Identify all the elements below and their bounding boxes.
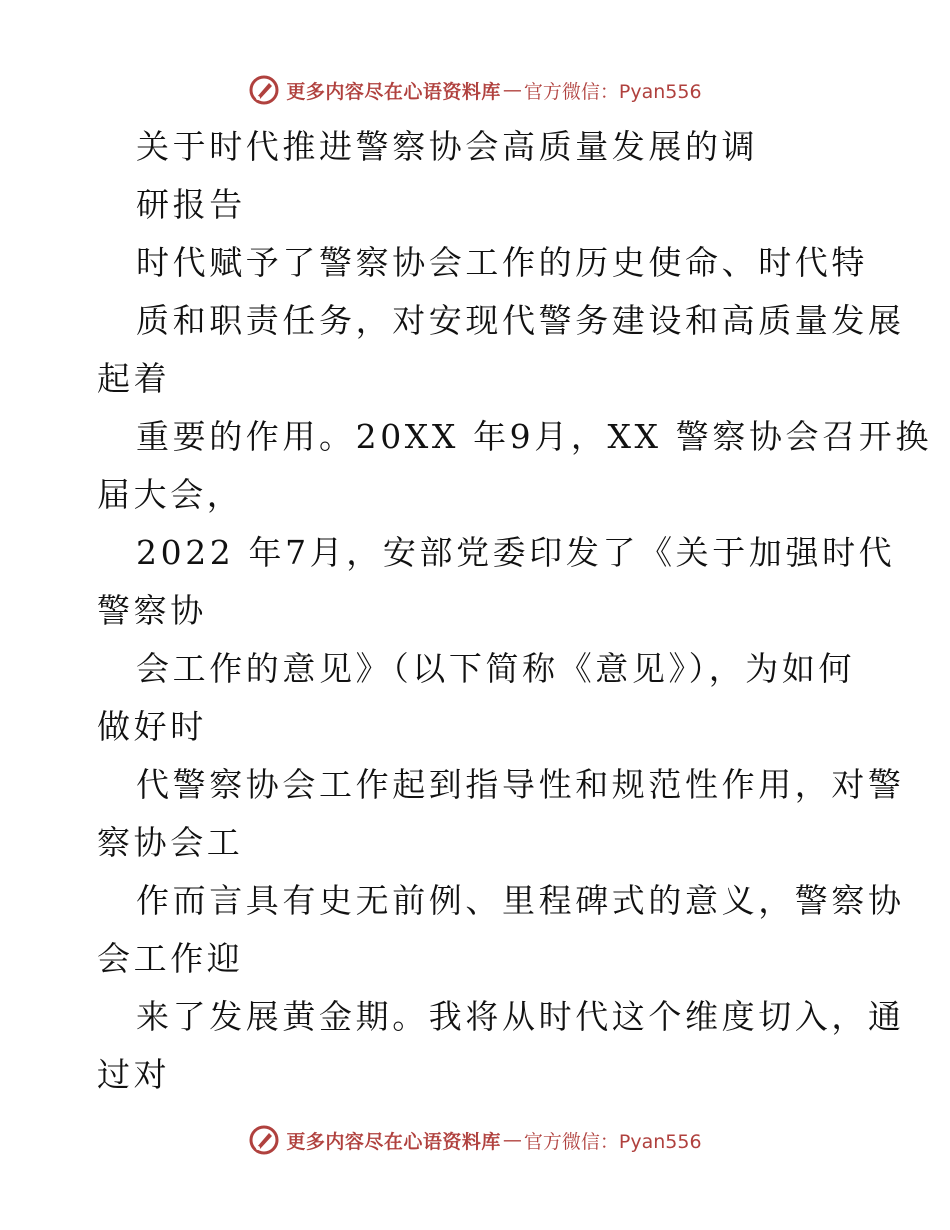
doc-line: 会工作的意见》（以下简称《意见》），为如何 [136,649,856,688]
doc-line: 作而言具有史无前例、里程碑式的意义，警察协 [136,881,905,920]
pen-logo-icon [248,74,280,106]
doc-line: 起着 [97,359,171,398]
banner-wechat-text: 官方微信：Pyan556 [523,1130,702,1153]
pen-logo-icon [248,1124,280,1156]
header-banner [0,68,950,112]
banner-separator: — [502,1129,522,1151]
doc-line: 时代赋予了警察协会工作的历史使命、时代特 [136,243,868,282]
banner-brand-text: 更多内容尽在心语资料库 [286,1130,501,1153]
banner-separator: — [502,79,522,101]
doc-line: 会工作迎 [97,939,244,978]
doc-line: 研报告 [136,185,246,224]
banner-brand-text: 更多内容尽在心语资料库 [286,80,501,103]
doc-line: 届大会， [97,475,244,514]
doc-line: 警察协 [97,591,207,630]
doc-line: 做好时 [97,707,207,746]
doc-line: 代警察协会工作起到指导性和规范性作用，对警 [136,765,905,804]
doc-line: 来了发展黄金期。我将从时代这个维度切入，通 [136,997,905,1036]
doc-line: 2022 年7月，安部党委印发了《关于加强时代 [136,533,896,572]
footer-banner [0,1118,950,1162]
doc-line: 质和职责任务，对安现代警务建设和高质量发展 [136,301,905,340]
doc-line: 察协会工 [97,823,244,862]
doc-line: 重要的作用。20XX 年9月，XX 警察协会召开换 [136,417,932,456]
doc-line: 过对 [97,1055,171,1094]
doc-line: 关于时代推进警察协会高质量发展的调 [136,127,759,166]
banner-wechat-text: 官方微信：Pyan556 [523,80,702,103]
